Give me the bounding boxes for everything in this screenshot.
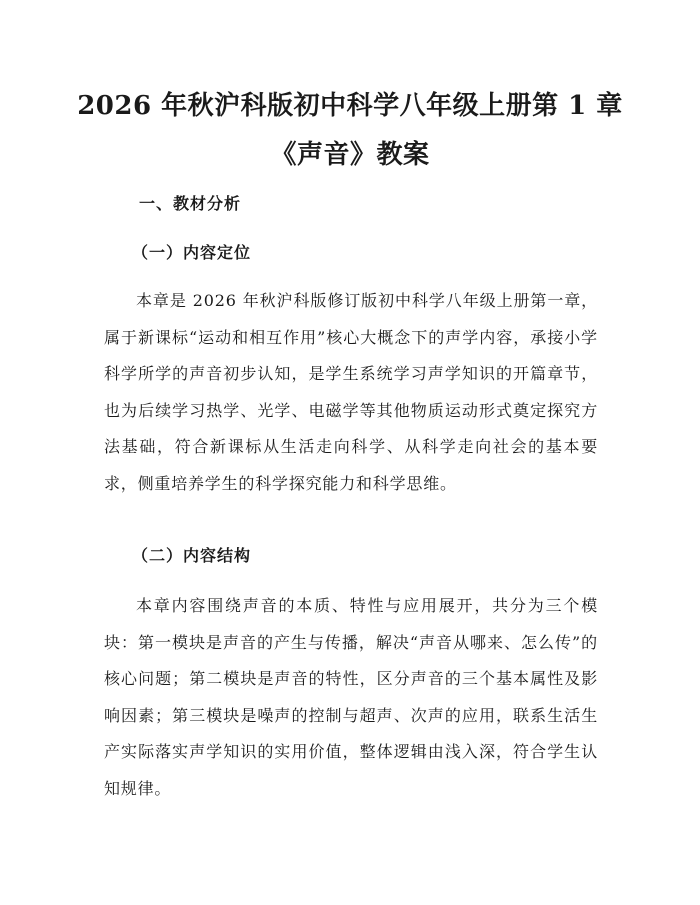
subsection-heading-content-positioning: （一）内容定位: [132, 243, 252, 262]
document-title-line-2: 《声音》教案: [270, 140, 430, 170]
paragraph-content-positioning: 本章是 2026 年秋沪科版修订版初中科学八年级上册第一章，属于新课标“运动和相互作用”核心大概念下的声学内容，承接小学科学所学的声音初步认知，是学生系统学习声学知识的开篇章节，也为后续学习热学、光学、电磁学等其他物质运动形式奠定探究方法基础，符合新课标从生活走向科学、从科学走向社会的基本要求，侧重培养学生的科学探究能力和科学思维。: [104, 291, 598, 493]
document-title-line-1: 2026 年秋沪科版初中科学八年级上册第 1 章: [77, 91, 623, 121]
subsection-heading-content-structure: （二）内容结构: [132, 546, 252, 565]
section-heading: 一、教材分析: [139, 194, 242, 213]
paragraph-content-structure: 本章内容围绕声音的本质、特性与应用展开，共分为三个模块：第一模块是声音的产生与传播，解决“声音从哪来、怎么传”的核心问题；第二模块是声音的特性，区分声音的三个基本属性及影响因素；第三模块是噪声的控制与超声、次声的应用，联系生活生产实际落实声学知识的实用价值，整体逻辑由浅入深，符合学生认知规律。: [104, 596, 598, 798]
